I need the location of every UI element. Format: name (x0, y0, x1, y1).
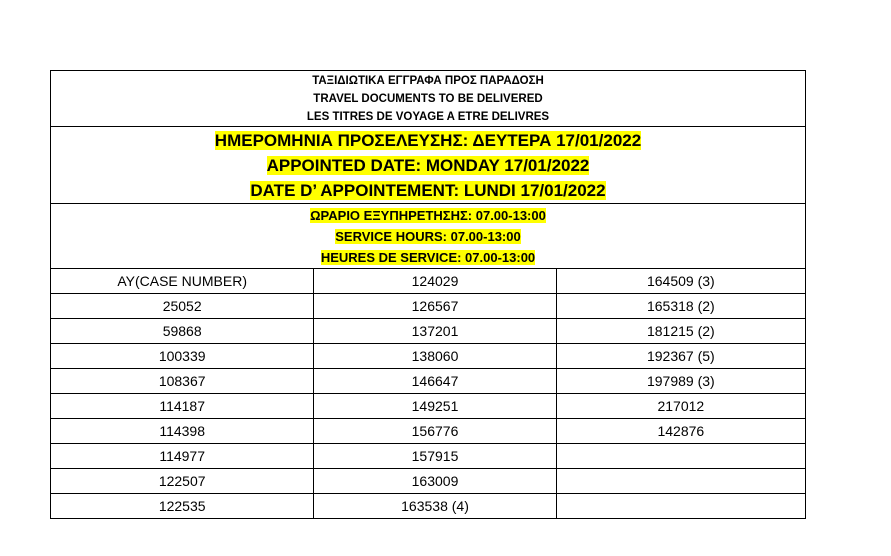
date-line-greek: ΗΜΕΡΟΜΗΝΙΑ ΠΡΟΣΕΛΕΥΣΗΣ: ΔΕΥΤΕΡΑ 17/01/2022 (214, 130, 642, 150)
table-row (51, 469, 806, 494)
case-number-cell: 165318 (2) (556, 294, 805, 319)
case-number-cell: 157915 (314, 444, 556, 469)
table-row (51, 419, 806, 444)
case-number-cell: 124029 (314, 269, 556, 294)
hours-line-greek: ΩΡΑΡΙΟ ΕΞΥΠΗΡΕΤΗΣΗΣ: 07.00-13:00 (310, 207, 546, 223)
hours-row (51, 204, 806, 269)
case-number-cell: 156776 (314, 419, 556, 444)
case-number-cell (556, 494, 805, 519)
title-cell (51, 71, 806, 127)
table-row (51, 494, 806, 519)
case-number-cell: 138060 (314, 344, 556, 369)
case-number-cell: 100339 (51, 344, 314, 369)
title-line-greek: ΤΑΞΙΔΙΩΤΙΚΑ ΕΓΓΡΑΦΑ ΠΡΟΣ ΠΑΡΑΔΟΣΗ (312, 74, 544, 87)
table-row (51, 369, 806, 394)
case-number-cell (556, 469, 805, 494)
case-number-cell: 163009 (314, 469, 556, 494)
case-number-cell: 163538 (4) (314, 494, 556, 519)
hours-cell (51, 204, 806, 269)
hours-line-english: SERVICE HOURS: 07.00-13:00 (335, 228, 521, 244)
case-number-cell: 197989 (3) (556, 369, 805, 394)
title-line-french: LES TITRES DE VOYAGE A ETRE DELIVRES (306, 110, 550, 123)
case-number-cell: 114977 (51, 444, 314, 469)
case-number-cell: 108367 (51, 369, 314, 394)
case-number-cell: 122535 (51, 494, 314, 519)
table-row (51, 269, 806, 294)
table-row (51, 444, 806, 469)
title-row (51, 71, 806, 127)
case-number-cell: 114187 (51, 394, 314, 419)
case-number-cell: 142876 (556, 419, 805, 444)
date-row (51, 127, 806, 204)
table-row (51, 394, 806, 419)
case-number-cell: 137201 (314, 319, 556, 344)
case-number-cell: ΑΥ(CASE NUMBER) (51, 269, 314, 294)
case-number-cell: 25052 (51, 294, 314, 319)
case-number-cell: 181215 (2) (556, 319, 805, 344)
date-cell (51, 127, 806, 204)
case-number-cell: 217012 (556, 394, 805, 419)
title-line-english: TRAVEL DOCUMENTS TO BE DELIVERED (313, 92, 543, 105)
date-line-french: DATE D’ APPOINTEMENT: LUNDI 17/01/2022 (250, 180, 606, 200)
case-number-cell: 146647 (314, 369, 556, 394)
table-row (51, 344, 806, 369)
documents-table (50, 70, 806, 519)
date-line-english: APPOINTED DATE: MONDAY 17/01/2022 (266, 155, 590, 175)
case-number-cell: 126567 (314, 294, 556, 319)
case-number-cell: 149251 (314, 394, 556, 419)
case-number-cell: 114398 (51, 419, 314, 444)
case-number-cell: 192367 (5) (556, 344, 805, 369)
hours-line-french: HEURES DE SERVICE: 07.00-13:00 (320, 249, 536, 265)
case-number-cell: 122507 (51, 469, 314, 494)
case-numbers-body (51, 269, 806, 519)
case-number-cell: 59868 (51, 319, 314, 344)
table-row (51, 319, 806, 344)
case-number-cell (556, 444, 805, 469)
table-row (51, 294, 806, 319)
case-number-cell: 164509 (3) (556, 269, 805, 294)
